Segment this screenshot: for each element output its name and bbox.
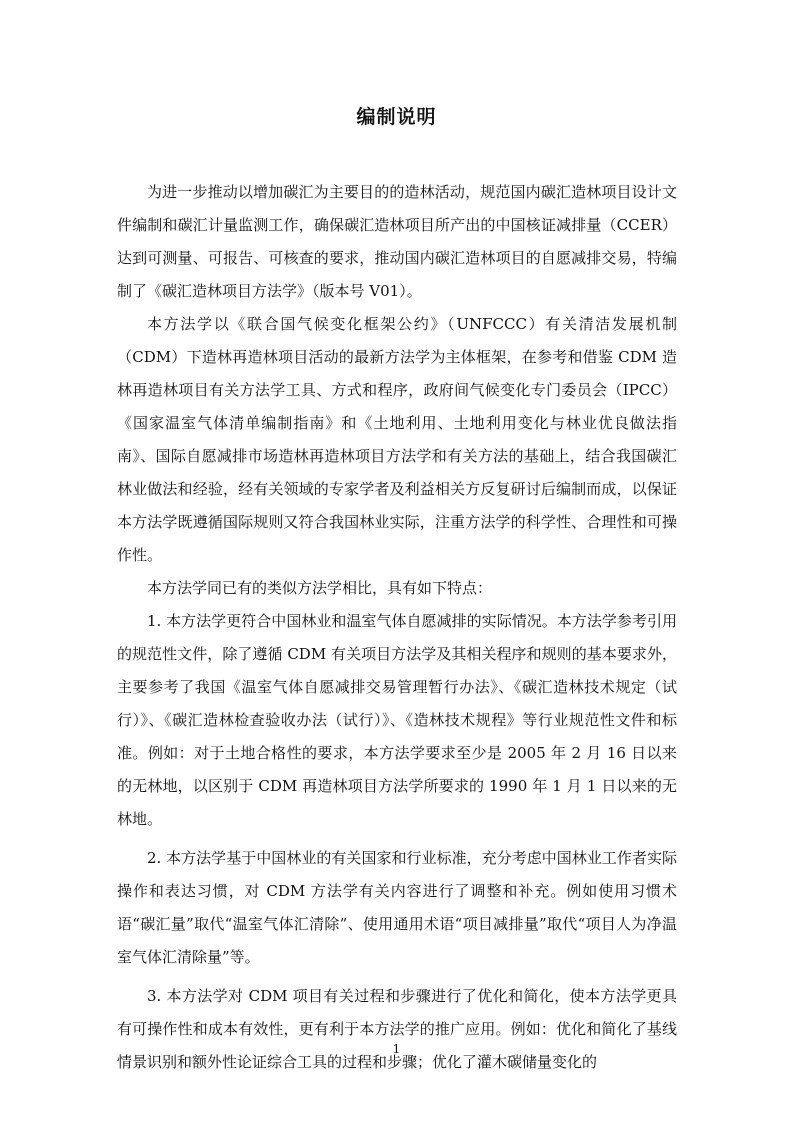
paragraph-intro: 为进一步推动以增加碳汇为主要目的的造林活动，规范国内碳汇造林项目设计文件编制和碳汇计量监测工作，确保碳汇造林项目所产出的中国核证减排量（CCER）达到可测量、可报告、可核查的要求，推动国内碳汇造林项目的自愿减排交易，特编制了《碳汇造林项目方法学》（版本号 V01）。 [117, 183, 677, 300]
page-title: 编制说明 [356, 106, 437, 128]
document-body [117, 176, 677, 1079]
page-number: 1 [392, 1042, 401, 1056]
paragraph-framework: 本方法学以《联合国气候变化框架公约》（UNFCCC）有关清洁发展机制（CDM）下造林再造林项目活动的最新方法学为主体框架，在参考和借鉴 CDM 造林再造林项目有关方法学工具、方式和程序，政府间气候变化专门委员会（IPCC）《国家温室气体清单编制指南》和《土地利用、土地利用变化与林业优良做法指南》、国际自愿减排市场造林再造林项目方法学和有关方法的基础上，结合我国碳汇林业做法和经验，经有关领域的专家学者及利益相关方反复研讨后编制而成，以保证本方法学既遵循国际规则又符合我国林业实际，注重方法学的科学性、合理性和可操作性。 [117, 315, 677, 564]
paragraph-feature-2: 2. 本方法学基于中国林业的有关国家和行业标准，充分考虑中国林业工作者实际操作和表达习惯，对 CDM 方法学有关内容进行了调整和补充。例如使用习惯术语“碳汇量”取代“温室气体汇清除”、使用通用术语“项目减排量”取代“项目人为净温室气体汇清除量”等。 [117, 849, 677, 966]
paragraph-features-intro: 本方法学同已有的类似方法学相比，具有如下特点： [147, 579, 493, 597]
paragraph-feature-3: 3. 本方法学对 CDM 项目有关过程和步骤进行了优化和简化，使本方法学更具有可操作性和成本有效性，更有利于本方法学的推广应用。例如：优化和简化了基线情景识别和额外性论证综合工具的过程和步骤；优化了灌木碳储量变化的 [117, 987, 677, 1071]
paragraph-feature-1: 1. 本方法学更符合中国林业和温室气体自愿减排的实际情况。本方法学参考引用的规范性文件，除了遵循 CDM 有关项目方法学及其相关程序和规则的基本要求外，主要参考了我国《温室气体自愿减排交易管理暂行办法》、《碳汇造林技术规定（试行）》、《碳汇造林检查验收办法（试行）》、《造林技术规程》等行业规范性文件和标准。例如：对于土地合格性的要求，本方法学要求至少是 2005 年 2 月 16 日以来的无林地，以区别于 CDM 再造林项目方法学所要求的 1990 年 1 月 1 日以来的无林地。 [117, 612, 677, 828]
